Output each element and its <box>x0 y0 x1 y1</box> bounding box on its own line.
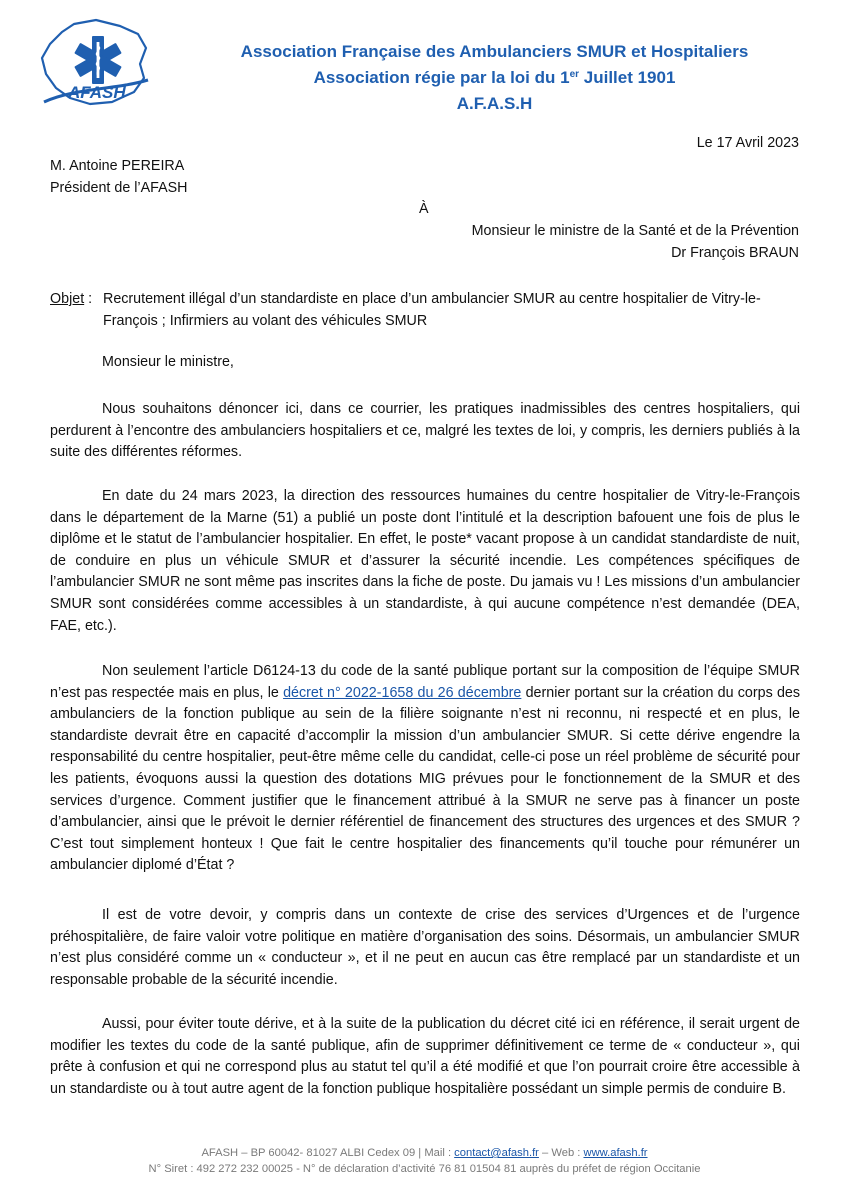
sender-name: M. Antoine PEREIRA <box>50 158 185 174</box>
logo-text: AFASH <box>68 83 126 102</box>
paragraph-5: Aussi, pour éviter toute dérive, et à la suite de la publication du décret cité ici en référence, il serait urgent de modifier les textes du code de la santé publique, afin de supprimer définitivement ce terme de « conducteur », qui prête à confusion et qui ne correspond plus au statut tel qu’il a été modifié et que l’on pourrait croire être accessible à un standardiste ou à tout autre agent de la fonction publique hospitalière possédant un simple permis de conduire B. <box>50 1016 800 1097</box>
footer-siret-line: N° Siret : 492 272 232 00025 - N° de déclaration d’activité 76 81 01504 81 auprès du préfet de région Occitanie <box>148 1163 701 1175</box>
header-law-text-end: Juillet 1901 <box>579 68 676 87</box>
recipient-line1: Monsieur le ministre de la Santé et de la Prévention <box>471 223 799 239</box>
decree-link[interactable]: décret n° 2022-1658 du 26 décembre <box>283 684 522 701</box>
footer-website-link[interactable]: www.afash.fr <box>583 1147 648 1159</box>
header-acronym: A.F.A.S.H <box>456 94 533 113</box>
object-label <box>50 289 102 311</box>
header-association-name: Association Française des Ambulanciers SMUR et Hospitaliers <box>240 42 749 61</box>
header-law-text: Association régie par la loi du 1 <box>313 68 570 87</box>
afash-logo <box>34 18 154 110</box>
logo-emblem <box>34 18 154 110</box>
to-marker: À <box>419 201 429 217</box>
sender-title: Président de l’AFASH <box>50 180 188 196</box>
header-law-sup: er <box>569 69 580 80</box>
letter-date: Le 17 Avril 2023 <box>696 135 799 151</box>
object-colon: : <box>84 291 93 307</box>
paragraph-3 <box>50 661 800 877</box>
footer-address: AFASH – BP 60042- 81027 ALBI Cedex 09 | Mail : <box>201 1147 455 1159</box>
object-text: Recrutement illégal d’un standardiste en place d’un ambulancier SMUR au centre hospitalier de Vitry-le-François ; Infirmiers au volant des véhicules SMUR <box>103 291 761 329</box>
footer-contact-line <box>0 1147 849 1159</box>
paragraph-2: En date du 24 mars 2023, la direction des ressources humaines du centre hospitalier de Vitry-le-François dans le département de la Marne (51) a publié un poste dont l’intitulé et la description bafouent une fois de plus le diplôme et le statut de l’ambulancier hospitalier. En effet, le poste* vacant propose à un candidat standardiste de nuit, de conduire en plus un véhicule SMUR et d’assurer la sécurité incendie. Les compétences spécifiques de l’ambulancier SMUR ne sont même pas inscrites dans la fiche de poste. Du jamais vu ! Les missions d’un ambulancier SMUR sont considérées comme accessibles à un standardiste, à qui aucune compétence n’est demandée (DEA, FAE, etc.). <box>50 488 800 634</box>
star-of-life-icon <box>74 36 122 84</box>
object-label-text: Objet <box>50 291 85 307</box>
recipient-line2: Dr François BRAUN <box>671 245 799 261</box>
paragraph-3-end: dernier portant sur la création du corps des ambulanciers de la fonction publique au sein de la filière soignante n’est ni reconnu, ni respecté et en plus, le standardiste devrait être en capacité d’accomplir la mission d’un ambulancier SMUR. Si cette dérive engendre la responsabilité du centre hospitalier, peut-être même celle du candidat, celle-ci pose un réel problème de sécurité pour les patients, évoquons aussi la question des dotations MIG prévues pour le fonctionnement de la SMUR et des services d’urgence. Comment justifier que le financement attribué à la SMUR ne serve pas à financer un poste d’ambulancier, ainsi que le prévoit le dernier référentiel de financement des structures des urgences et des SMUR ? C’est tout simplement honteux ! Que fait le centre hospitalier des financements qu’il touche pour rémunérer un ambulancier diplomé d’État ? <box>50 684 800 874</box>
header-law-line <box>140 68 849 88</box>
footer-email-link[interactable]: contact@afash.fr <box>454 1147 539 1159</box>
paragraph-3-start: Non seulement l’article D6124-13 du code de la santé publique portant sur la composition de l’équipe SMUR n’est pas respectée mais en plus, le <box>50 663 800 701</box>
paragraph-4: Il est de votre devoir, y compris dans un contexte de crise des services d’Urgences et de l’urgence préhospitalière, de faire valoir votre politique en matière d’organisation des soins. Désormais, un ambulancier SMUR n’est plus considéré comme un « conducteur », et il ne peut en aucun cas être remplacé par un standardiste et un responsable probable de la sécurité incendie. <box>50 907 800 988</box>
footer-web-label: – Web : <box>538 1147 584 1159</box>
salutation: Monsieur le ministre, <box>102 354 234 370</box>
paragraph-1: Nous souhaitons dénoncer ici, dans ce courrier, les pratiques inadmissibles des centres hospitaliers, qui perdurent à l’encontre des ambulanciers hospitaliers et ce, malgré les textes de loi, y compris, les derniers publiés à la suite des différentes réformes. <box>50 401 800 461</box>
